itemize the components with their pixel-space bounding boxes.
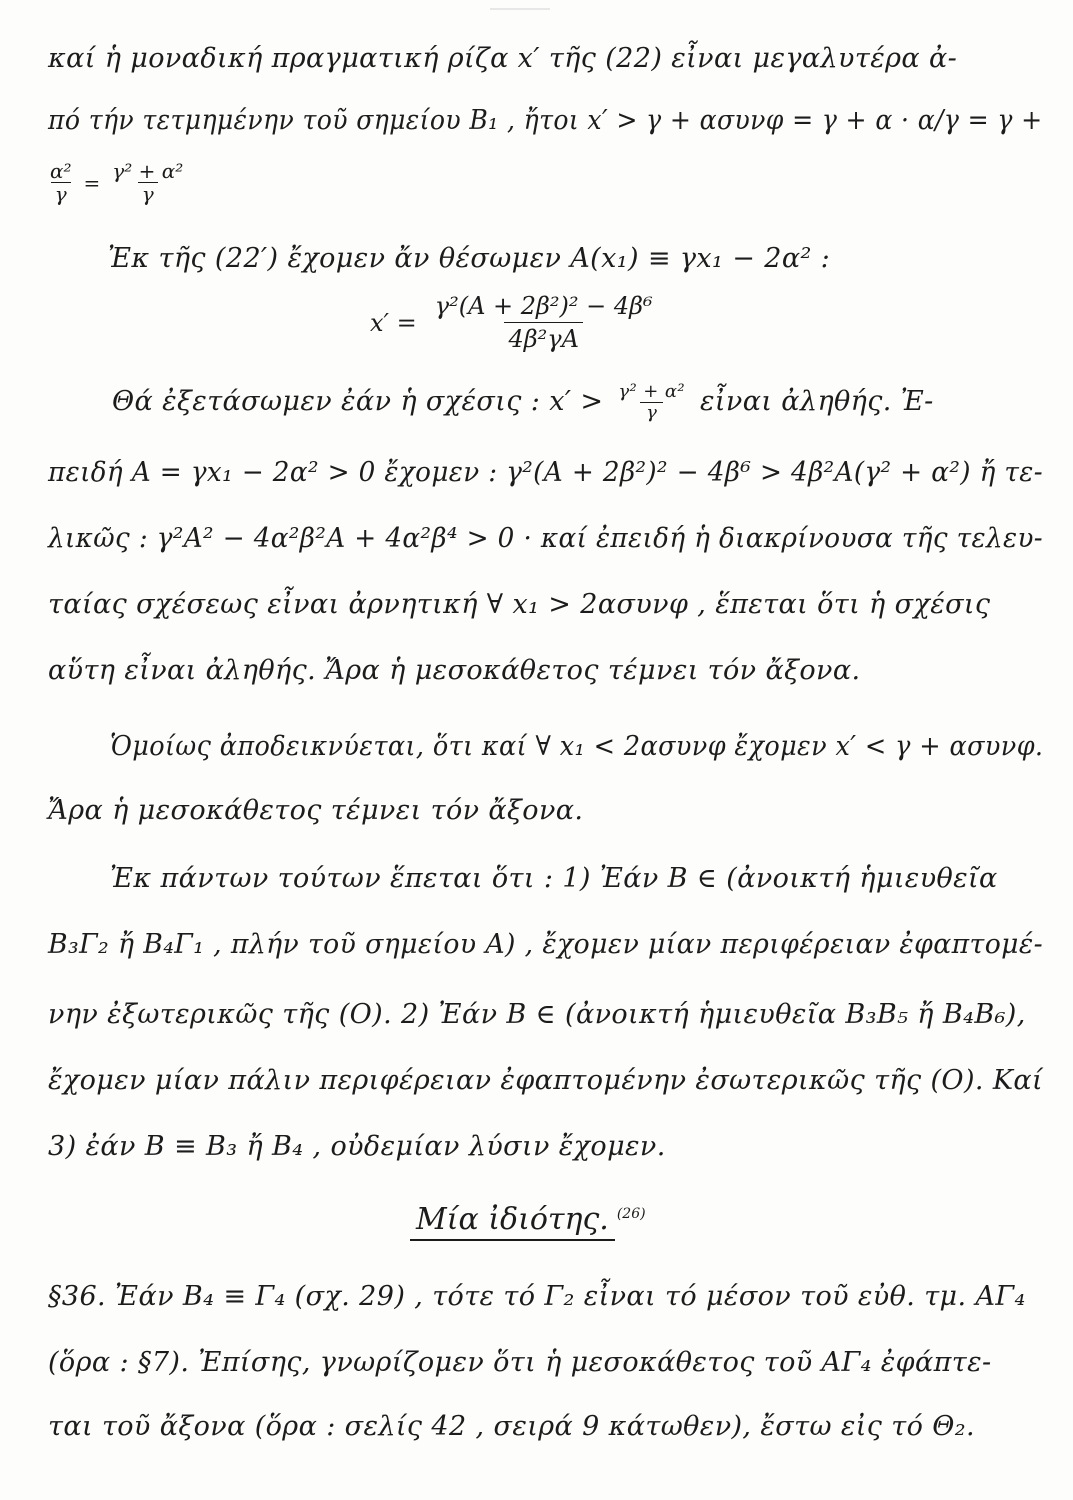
text-line-5: πειδή A = γx₁ − 2α² > 0 ἔχομεν : γ²(A + 2β²)² − 4β⁶ > 4β²A(γ² + α²) ἤ τε- bbox=[48, 457, 1044, 488]
fraction-denominator: γ bbox=[51, 182, 71, 205]
text-line-16: §36. Ἐάν B₄ ≡ Γ₄ (σχ. 29) , τότε τό Γ₂ εἶναι τό μέσον τοῦ εὐθ. τμ. AΓ₄ bbox=[48, 1281, 1026, 1312]
page-number-bleed bbox=[490, 0, 550, 10]
text-line-18: ται τοῦ ἄξονα (ὅρα : σελίς 42 , σειρά 9 κάτωθεν), ἔστω εἰς τό Θ₂. bbox=[48, 1411, 975, 1442]
text-line-12: B₃Γ₂ ἤ B₄Γ₁ , πλήν τοῦ σημείου A) , ἔχομεν μίαν περιφέρειαν ἐφαπτομέ- bbox=[48, 929, 1044, 960]
fraction-denominator: γ bbox=[640, 402, 663, 423]
inline-fraction bbox=[618, 382, 685, 423]
text-line-7: ταίας σχέσεως εἶναι ἀρνητική ∀ x₁ > 2ασυνφ , ἕπεται ὅτι ἡ σχέσις bbox=[48, 589, 991, 620]
fraction-alpha-sq-over-gamma bbox=[46, 160, 76, 205]
fraction-denominator: γ bbox=[138, 182, 158, 205]
text-line-4-start: Θά ἐξετάσωμεν ἐάν ἡ σχέσις : x′ > bbox=[112, 386, 604, 417]
fraction-gamma-alpha-over-gamma bbox=[108, 160, 187, 205]
section-heading-text: Μία ἰδιότης. bbox=[410, 1202, 615, 1241]
equation-fraction bbox=[431, 290, 657, 355]
equation-lhs: x′ = bbox=[370, 308, 417, 337]
equation-numerator: γ²(A + 2β²)² − 4β⁶ bbox=[434, 292, 653, 320]
section-heading bbox=[410, 1196, 646, 1238]
fraction-numerator: γ² + α² bbox=[618, 381, 686, 402]
text-line-4-end: εἶναι ἀληθής. Ἐ- bbox=[700, 386, 934, 417]
equals-sign: = bbox=[83, 170, 101, 195]
display-equation bbox=[370, 290, 657, 355]
text-line-14: ἔχομεν μίαν πάλιν περιφέρειαν ἐφαπτομένην ἐσωτερικῶς τῆς (O). Καί bbox=[48, 1065, 1044, 1096]
equation-denominator: 4β²γA bbox=[504, 322, 582, 355]
text-line-3: Ἐκ τῆς (22′) ἔχομεν ἄν θέσωμεν A(x₁) ≡ γx₁ − 2α² : bbox=[108, 243, 831, 274]
text-line-15: 3) ἐάν B ≡ B₃ ἤ B₄ , οὐδεμίαν λύσιν ἔχομεν. bbox=[48, 1131, 666, 1162]
text-line-1: καί ἡ μοναδική πραγματική ρίζα x′ τῆς (22) εἶναι μεγαλυτέρα ἀ- bbox=[48, 43, 958, 74]
fraction-numerator: α² bbox=[50, 159, 72, 183]
text-line-13: νην ἐξωτερικῶς τῆς (O). 2) Ἐάν B ∈ (ἀνοικτή ἡμιευθεῖα B₃B₅ ἤ B₄B₆), bbox=[48, 999, 1026, 1030]
text-line-9: Ὁμοίως ἀποδεικνύεται, ὅτι καί ∀ x₁ < 2ασυνφ ἔχομεν x′ < γ + ασυνφ. bbox=[110, 731, 1044, 762]
inline-fraction-continuation bbox=[46, 160, 187, 205]
text-line-11: Ἐκ πάντων τούτων ἕπεται ὅτι : 1) Ἐάν B ∈ (ἀνοικτή ἡμιευθεῖα bbox=[110, 863, 998, 894]
fraction-numerator: γ² + α² bbox=[112, 159, 184, 183]
text-line-10: Ἄρα ἡ μεσοκάθετος τέμνει τόν ἄξονα. bbox=[48, 795, 584, 826]
text-line-6: λικῶς : γ²A² − 4α²β²A + 4α²β⁴ > 0 · καί ἐπειδή ἡ διακρίνουσα τῆς τελευ- bbox=[48, 523, 1044, 554]
text-line-8: αὕτη εἶναι ἀληθής. Ἄρα ἡ μεσοκάθετος τέμνει τόν ἄξονα. bbox=[48, 655, 861, 686]
footnote-marker: (26) bbox=[616, 1206, 646, 1222]
text-line-2: πό τήν τετμημένην τοῦ σημείου B₁ , ἤτοι x′ > γ + ασυνφ = γ + α · α/γ = γ + bbox=[48, 105, 1043, 136]
text-line-17: (ὅρα : §7). Ἐπίσης, γνωρίζομεν ὅτι ἡ μεσοκάθετος τοῦ AΓ₄ ἐφάπτε- bbox=[48, 1347, 992, 1378]
text-line-4 bbox=[112, 382, 934, 423]
